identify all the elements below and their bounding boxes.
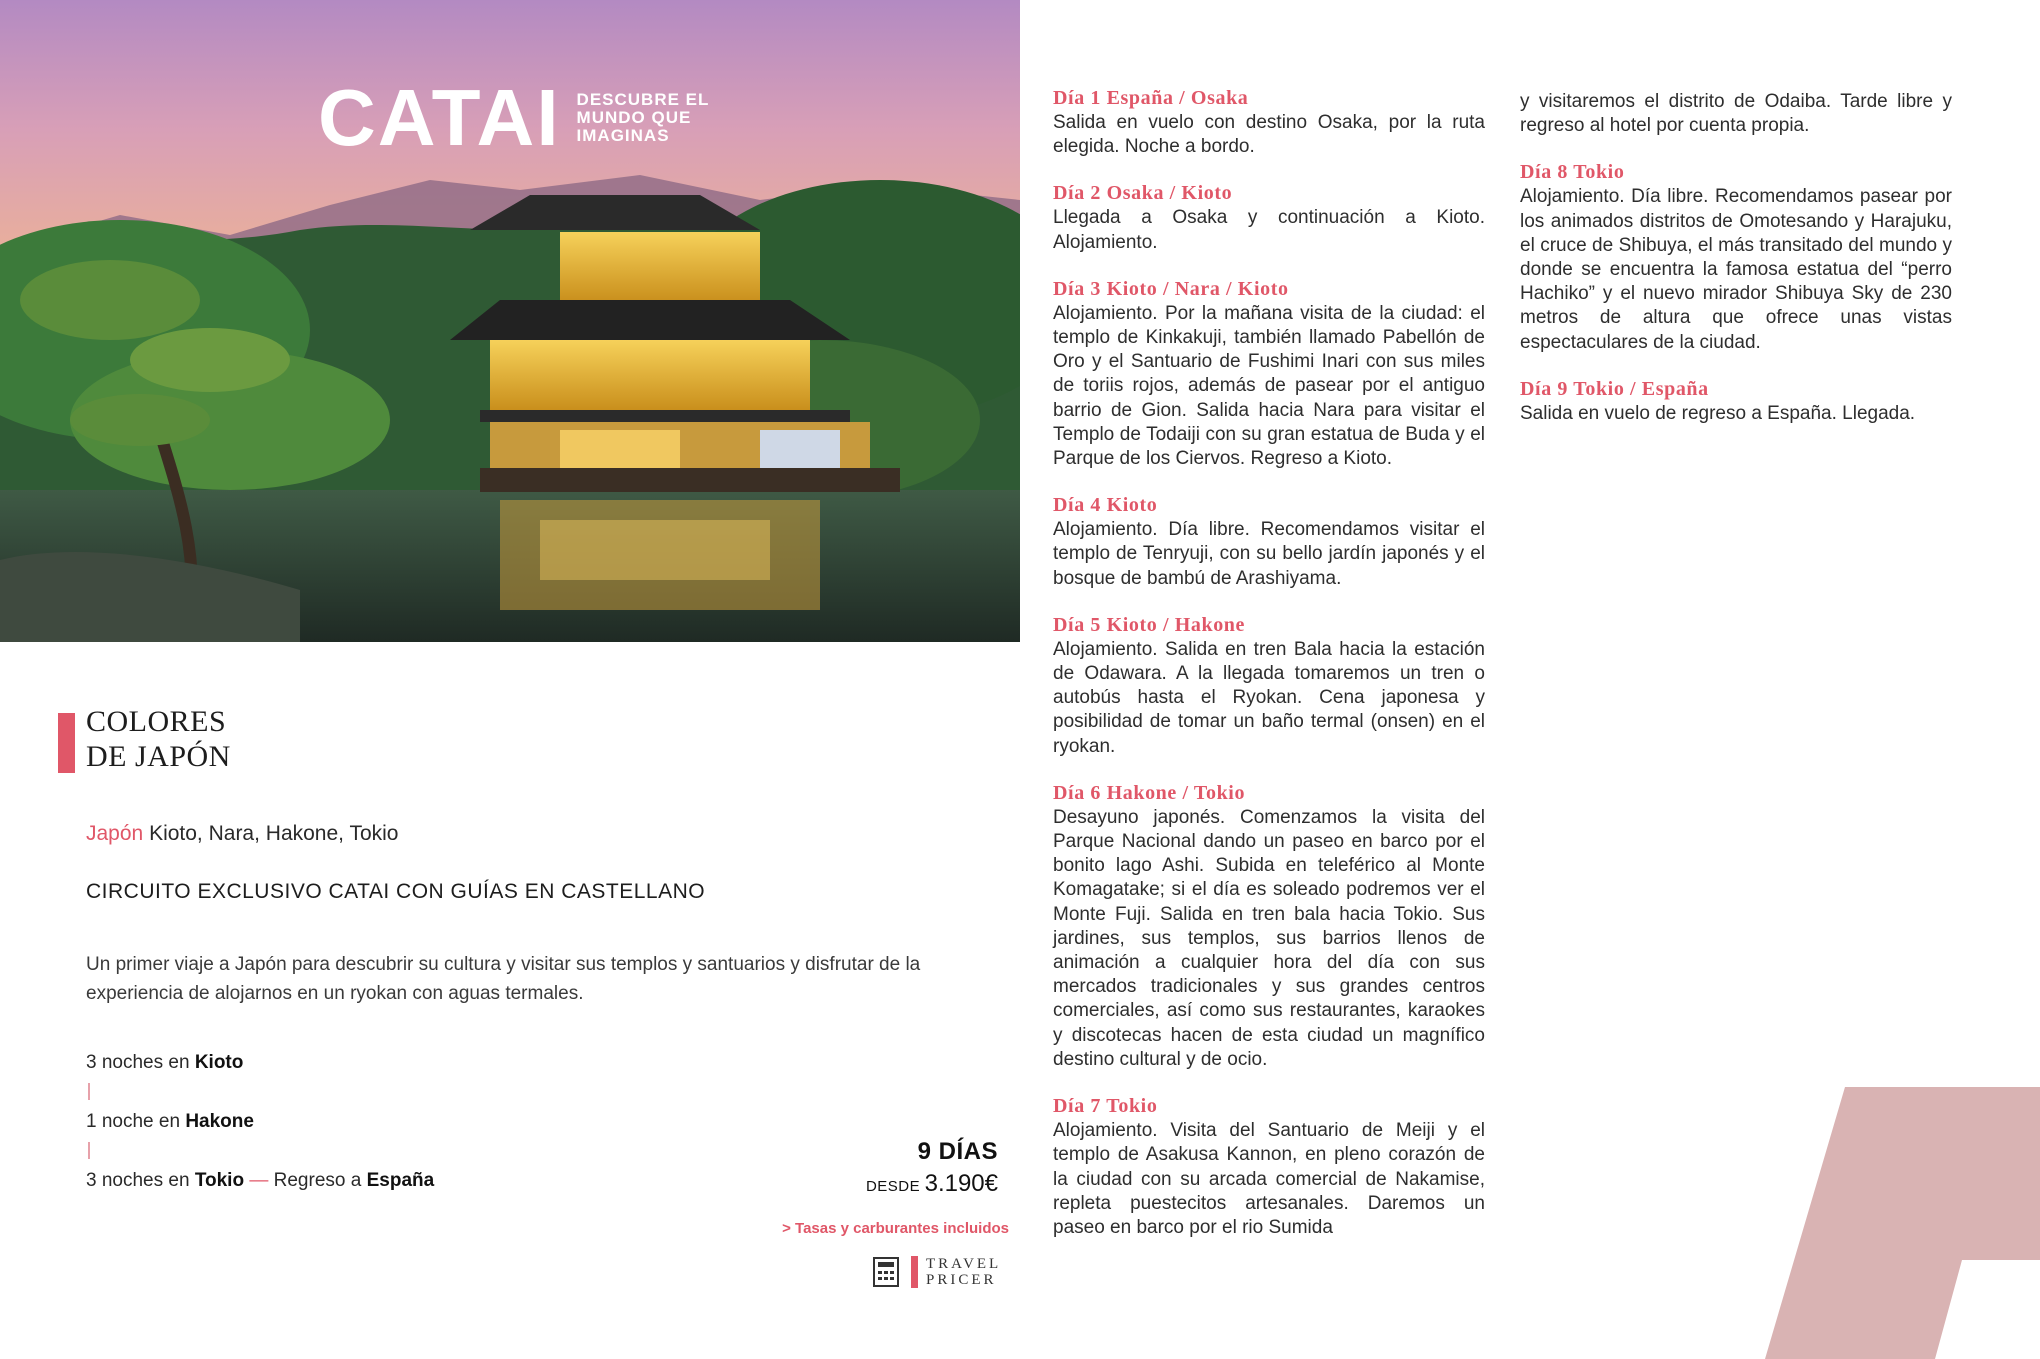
- itinerary-day: [1520, 160, 1952, 354]
- day-text: Alojamiento. Por la mañana visita de la ciudad: el templo de Kinkakuji, también llamado Pabellón de Oro y el Santuario de Fushimi Inari con sus miles de toriis rojos, además de pasear por el antiguo barrio de Gion. Salida hacia Nara para visitar el Templo de Todaiji con su gran estatua de Buda y el Parque de los Ciervos. Regreso a Kioto.: [1053, 302, 1485, 470]
- day-text: Salida en vuelo con destino Osaka, por la ruta elegida. Noche a bordo.: [1053, 112, 1485, 158]
- itinerary-day: [1053, 493, 1485, 591]
- trip-country: Japón: [86, 822, 144, 845]
- day-title: Día 8 Tokio: [1520, 161, 1625, 184]
- trip-days: 9 DÍAS: [917, 1138, 998, 1165]
- pricer-accent-bar: [911, 1256, 918, 1288]
- catai-logo: [318, 73, 710, 162]
- trip-destinations: [86, 822, 398, 846]
- stay-item: 1 noche en Hakone: [86, 1111, 254, 1132]
- taxes-included-link[interactable]: > Tasas y carburantes incluidos: [782, 1220, 1009, 1237]
- day-text: Alojamiento. Día libre. Recomendamos visitar el templo de Tenryuji, con su bello jardín japonés y el bosque de bambú de Arashiyama.: [1053, 519, 1485, 589]
- day-title: Día 5 Kioto / Hakone: [1053, 613, 1246, 636]
- trip-intro: Un primer viaje a Japón para descubrir su cultura y visitar sus templos y santuarios y disfrutar de la experiencia de alojarnos en un ryokan con aguas termales.: [86, 954, 921, 1004]
- stay-item: 3 noches en Tokio — Regreso a España: [86, 1170, 435, 1191]
- itinerary-day: [1053, 781, 1485, 1072]
- day-text: Llegada a Osaka y continuación a Kioto. Alojamiento.: [1053, 207, 1485, 253]
- itinerary-day: [1053, 1094, 1485, 1240]
- trip-title: COLORES DE JAPÓN: [86, 705, 231, 773]
- day-title: Día 9 Tokio / España: [1520, 377, 1709, 400]
- itinerary-column-1: [1053, 86, 1485, 1262]
- travel-pricer-logo: [873, 1256, 1001, 1288]
- circuit-label: CIRCUITO EXCLUSIVO CATAI CON GUÍAS EN CASTELLANO: [86, 880, 706, 903]
- itinerary-column-2: [1520, 86, 1952, 448]
- day-text: Alojamiento. Salida en tren Bala hacia la estación de Odawara. A la llegada tomaremos un tren o autobús hasta el Ryokan. Cena japonesa y posibilidad de tomar un baño termal (onsen) en el ryokan.: [1053, 638, 1485, 757]
- day-title: Día 6 Hakone / Tokio: [1053, 781, 1246, 804]
- itinerary-day: [1520, 377, 1952, 426]
- trip-price: DESDE 3.190€: [865, 1170, 998, 1197]
- brand-name: CATAI: [318, 73, 561, 162]
- pricer-text: TRAVEL PRICER: [926, 1256, 1002, 1288]
- day-text-continued: y visitaremos el distrito de Odaiba. Tarde libre y regreso al hotel por cuenta propia.: [1520, 91, 1952, 137]
- hero-photo-golden-pavilion: [0, 0, 1020, 642]
- day-text: Alojamiento. Día libre. Recomendamos pasear por los animados distritos de Omotesando y Harajuku, el cruce de Shibuya, el más transitado del mundo y donde se encuentra la famosa estatua del “perro Hachiko” y el nuevo mirador Shibuya Sky de 230 metros de altura que ofrece unas vistas espectaculares de la ciudad.: [1520, 186, 1952, 353]
- itinerary-day: [1053, 86, 1485, 159]
- day-text: Salida en vuelo de regreso a España. Llegada.: [1520, 402, 1916, 424]
- title-accent-bar: [58, 713, 75, 773]
- stay-separator: [86, 1137, 434, 1166]
- day-title: Día 7 Tokio: [1053, 1095, 1158, 1118]
- trip-cities: Kioto, Nara, Hakone, Tokio: [149, 822, 399, 845]
- stays-list: [86, 1048, 434, 1196]
- brand-tagline: DESCUBRE EL MUNDO QUE IMAGINAS: [576, 90, 710, 145]
- day-title: Día 1 España / Osaka: [1053, 87, 1249, 109]
- trip-duration-price: [866, 1138, 998, 1198]
- stay-item: 3 noches en Kioto: [86, 1052, 244, 1073]
- itinerary-day: [1053, 613, 1485, 759]
- day-title: Día 3 Kioto / Nara / Kioto: [1053, 277, 1289, 300]
- itinerary-day: [1053, 277, 1485, 471]
- day-title: Día 2 Osaka / Kioto: [1053, 182, 1233, 205]
- stay-separator: [86, 1078, 434, 1107]
- day-title: Día 4 Kioto: [1053, 494, 1158, 517]
- day-text: Alojamiento. Visita del Santuario de Meiji y el templo de Asakusa Kannon, en pleno corazón de la ciudad con su arcada comercial de Nakamise, repleta puestecitos artesanales. Daremos un paseo en barco por el rio Sumida: [1053, 1120, 1485, 1238]
- itinerary-day: [1053, 181, 1485, 254]
- calculator-icon: [873, 1257, 899, 1287]
- day-text: Desayuno japonés. Comenzamos la visita del Parque Nacional dando un paseo en barco por el bonito lago Ashi. Subida en teleférico al Monte Komagatake; si el día es soleado podremos ver el Monte Fuji. Salida en tren bala hacia Tokio. Sus jardines, sus templos, sus barrios llenos de animación a cualquier hora del día con sus mercados tradicionales y sus grandes centros comerciales, así como sus restaurantes, karaokes y discotecas hacen de esta ciudad un magnífico destino cultural y de ocio.: [1053, 806, 1485, 1070]
